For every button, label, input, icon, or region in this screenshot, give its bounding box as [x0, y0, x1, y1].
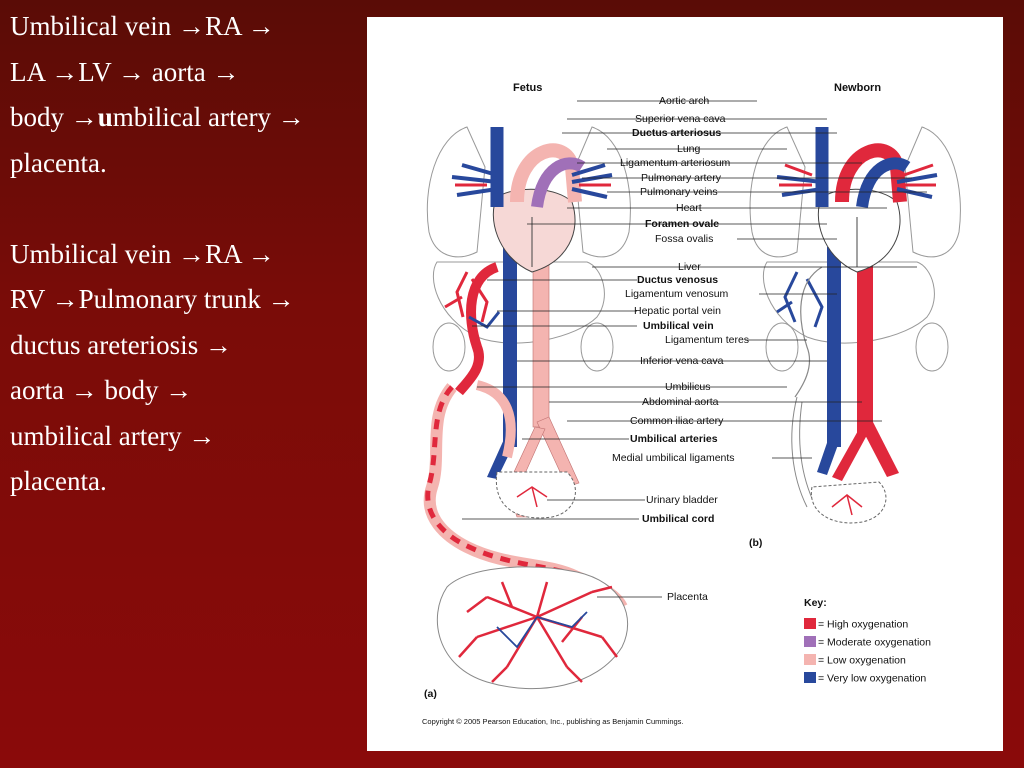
- figure-label: Ductus arteriosus: [632, 127, 722, 139]
- figure-label: Ligamentum venosum: [625, 288, 729, 300]
- newborn-aorta-descending: [857, 247, 873, 437]
- paragraph-gap: [10, 186, 370, 232]
- figure-label: Inferior vena cava: [640, 355, 724, 367]
- text-line: [10, 95, 370, 141]
- newborn-diagram: [750, 127, 960, 523]
- figure-label: Fossa ovalis: [655, 233, 714, 245]
- figure-label: Umbilical arteries: [630, 433, 718, 445]
- key-label: = High oxygenation: [818, 618, 909, 631]
- text-line: Umbilical vein →RA →: [10, 11, 275, 41]
- fetus-aorta-descending: [533, 247, 549, 427]
- figure-svg: [367, 17, 1003, 751]
- key-swatch: [804, 672, 816, 683]
- figure-label: Lung: [677, 143, 701, 155]
- key-label: = Very low oxygenation: [818, 672, 927, 685]
- key-swatch: [804, 618, 816, 629]
- text-line: aorta → body →: [10, 375, 193, 405]
- text-segment: body →: [10, 102, 98, 132]
- placenta: [437, 567, 627, 689]
- figure-label: Superior vena cava: [635, 113, 726, 125]
- figure-label: Heart: [676, 202, 702, 214]
- text-line: placenta.: [10, 466, 107, 496]
- fetus-pulmonary-branches-left: [452, 165, 497, 195]
- figure-label: Liver: [678, 261, 701, 273]
- key-swatch: [804, 636, 816, 647]
- key-title: Key:: [804, 597, 827, 609]
- figure-label: Umbilical vein: [643, 320, 714, 332]
- figure-label: Pulmonary artery: [641, 172, 721, 184]
- figure-label: Hepatic portal vein: [634, 305, 721, 317]
- panel-a-label: (a): [424, 688, 437, 700]
- text-line: Umbilical vein →RA →: [10, 238, 275, 269]
- figure-label: Abdominal aorta: [642, 396, 719, 408]
- color-key: [804, 597, 931, 685]
- figure-label: Common iliac artery: [630, 415, 724, 427]
- text-line: umbilical artery →: [10, 420, 216, 451]
- text-line: RV →Pulmonary trunk →: [10, 284, 295, 314]
- figure-label: Ligamentum teres: [665, 334, 750, 346]
- figure-label: Medial umbilical ligaments: [612, 452, 735, 464]
- placenta-label: Placenta: [667, 591, 708, 603]
- fetus-diagram: [427, 127, 630, 689]
- newborn-kidney: [766, 323, 798, 371]
- figure-label: Aortic arch: [659, 95, 710, 107]
- figure-label: Umbilicus: [665, 381, 711, 393]
- figure-label: Pulmonary veins: [640, 186, 718, 198]
- newborn-ivc: [827, 247, 841, 447]
- bold-letter: u: [97, 102, 113, 132]
- text-line: LA →LV → aorta →: [10, 56, 240, 87]
- key-label: = Moderate oxygenation: [818, 636, 931, 649]
- fetus-title: Fetus: [513, 82, 543, 94]
- panel-b-label: (b): [749, 537, 763, 549]
- circulation-figure: [367, 17, 1003, 751]
- slide-body-text: [10, 4, 370, 505]
- fetus-kidney: [581, 323, 613, 371]
- figure-label: Ligamentum arteriosum: [620, 157, 731, 169]
- figure-label: Umbilical cord: [642, 513, 715, 525]
- figure-label: Urinary bladder: [646, 494, 718, 506]
- newborn-title: Newborn: [834, 82, 882, 94]
- text-segment: mbilical artery →: [112, 102, 305, 132]
- copyright-text: Copyright © 2005 Pearson Education, Inc., publishing as Benjamin Cummings.: [422, 717, 684, 726]
- placenta-outline: [437, 567, 627, 689]
- newborn-hepatic-vessels: [777, 272, 822, 327]
- figure-label: Foramen ovale: [645, 218, 720, 230]
- figure-label: Ductus venosus: [637, 274, 719, 286]
- text-line: placenta.: [10, 147, 107, 178]
- newborn-iliac-vein: [817, 437, 839, 475]
- newborn-iliac-artery: [861, 422, 899, 477]
- key-swatch: [804, 654, 816, 665]
- key-label: = Low oxygenation: [818, 654, 906, 667]
- key-items: [804, 618, 931, 685]
- newborn-kidney: [916, 323, 948, 371]
- fetus-kidney: [433, 323, 465, 371]
- fetus-bladder: [496, 472, 575, 518]
- text-line: ductus areteriosis →: [10, 329, 232, 360]
